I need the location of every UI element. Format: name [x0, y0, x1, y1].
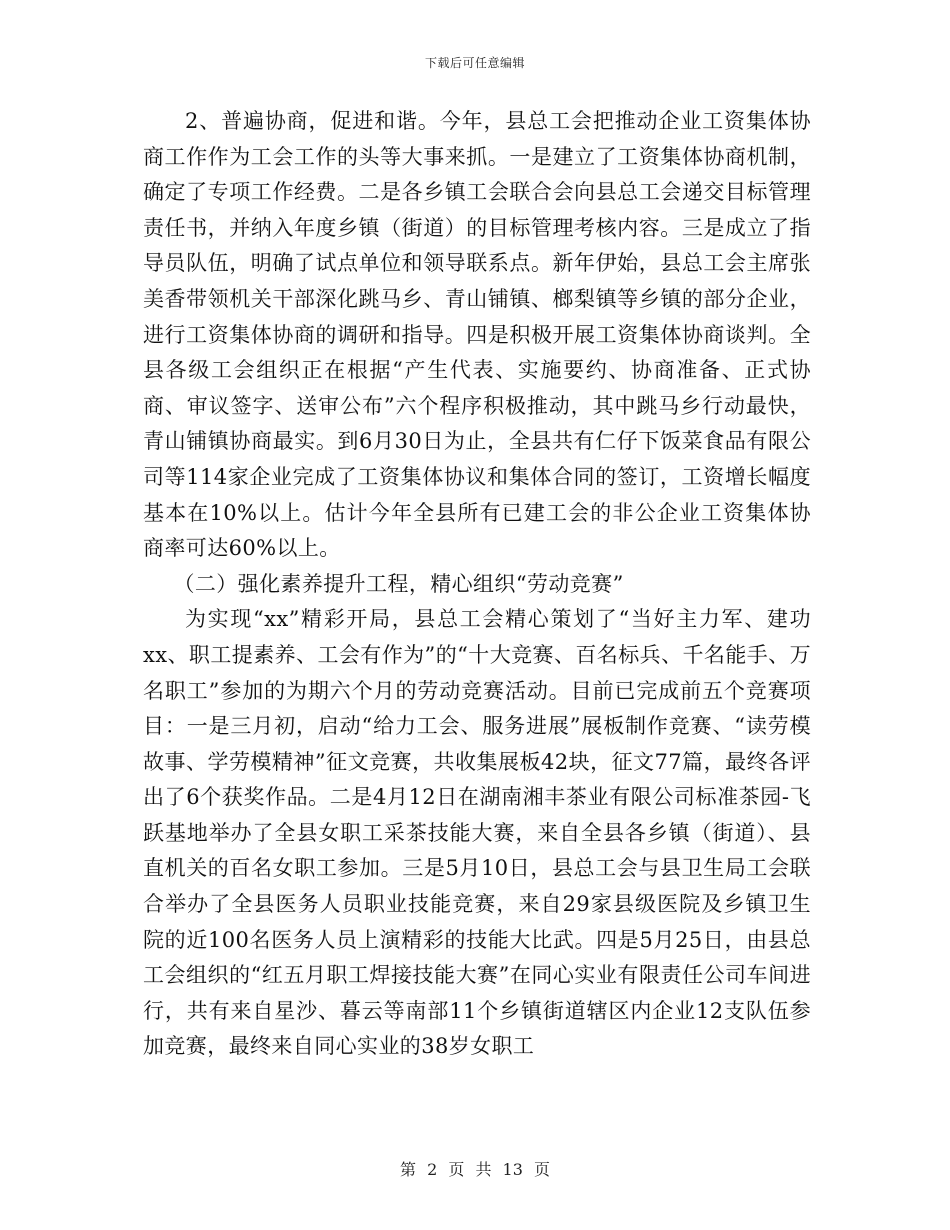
section-heading-labor-competition: （二）强化素养提升工程，精心组织“劳动竞赛” — [173, 571, 624, 596]
paragraph-collective-bargaining: 2、普遍协商，促进和谐。今年，县总工会把推动企业工资集体协商工作作为工会工作的头等大事来抓。一是建立了工资集体协商机制，确定了专项工作经费。二是各乡镇工会联合会向县总工会递交目标管理责任书，并纳入年度乡镇（街道）的目标管理考核内容。三是成立了指导员队伍，明确了试点单位和领导联系点。新年伊始，县总工会主席张美香带领机关干部深化跳马乡、青山铺镇、榔梨镇等乡镇的部分企业，进行工资集体协商的调研和指导。四是积极开展工资集体协商谈判。全县各级工会组织正在根据“产生代表、实施要约、协商准备、正式协商、审议签字、送审公布”六个程序积极推动，其中跳马乡行动最快，青山铺镇协商最实。到6月30日为止，全县共有仁仔下饭菜食品有限公司等114家企业完成了工资集体协议和集体合同的签订，工资增长幅度基本在10%以上。估计今年全县所有已建工会的非公企业工资集体协商率可达60%以上。 — [143, 109, 811, 561]
page-header: 下载后可任意编辑 — [424, 56, 525, 70]
page-number-footer: 第 2 页 共 13 页 — [400, 1160, 550, 1179]
document-body — [143, 104, 811, 1065]
paragraph-labor-competition: 为实现“xx”精彩开局，县总工会精心策划了“当好主力军、建功xx、职工提素养、工会有作为”的“十大竞赛、百名标兵、千名能手、万名职工”参加的为期六个月的劳动竞赛活动。目前已完成前五个竞赛项目：一是三月初，启动“给力工会、服务进展”展板制作竞赛、“读劳模故事、学劳模精神”征文竞赛，共收集展板42块，征文77篇，最终各评出了6个获奖作品。二是4月12日在湖南湘丰茶业有限公司标准茶园-飞跃基地举办了全县女职工采茶技能大赛，来自全县各乡镇（街道）、县直机关的百名女职工参加。三是5月10日，县总工会与县卫生局工会联合举办了全县医务人员职业技能竞赛，来自29家县级医院及乡镇卫生院的近100名医务人员上演精彩的技能大比武。四是5月25日，由县总工会组织的“红五月职工焊接技能大赛”在同心实业有限责任公司车间进行，共有来自星沙、暮云等南部11个乡镇街道辖区内企业12支队伍参加竞赛，最终来自同心实业的38岁女职工 — [143, 607, 811, 1059]
